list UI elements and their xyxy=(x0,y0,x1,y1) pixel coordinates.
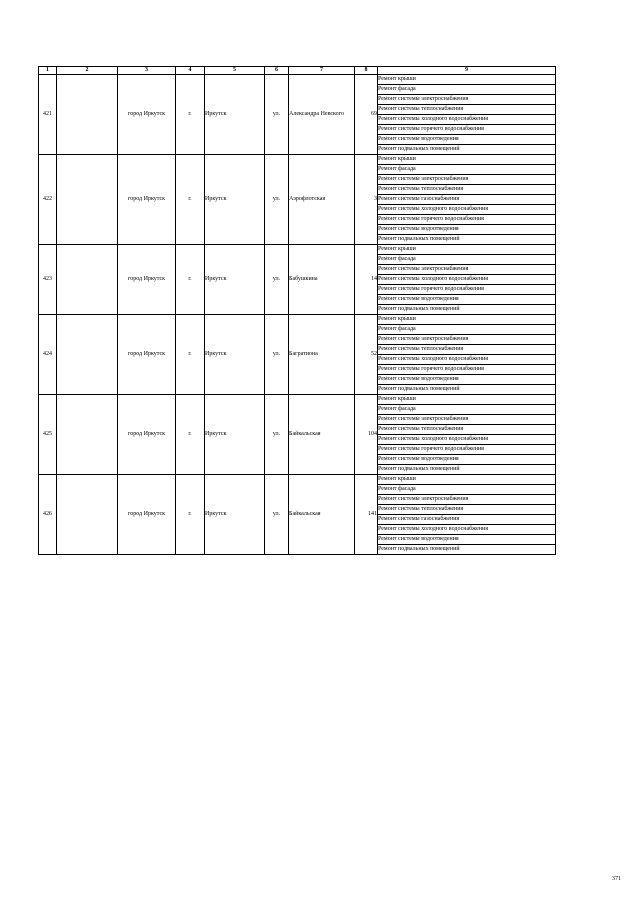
row-number: 424 xyxy=(39,315,57,395)
house-number-cell: 141 xyxy=(355,475,378,555)
work-item-cell: Ремонт системы электроснабжения xyxy=(378,95,556,105)
house-number-cell: 104 xyxy=(355,395,378,475)
row-number: 423 xyxy=(39,245,57,315)
work-item-cell: Ремонт системы горячего водоснабжения xyxy=(378,215,556,225)
settlement-cell: Иркутск xyxy=(205,155,265,245)
work-item-cell: Ремонт крыши xyxy=(378,155,556,165)
work-item-cell: Ремонт системы газоснабжения xyxy=(378,515,556,525)
header-cell: 1 xyxy=(39,67,57,75)
work-item-cell: Ремонт системы газоснабжения xyxy=(378,195,556,205)
work-item-cell: Ремонт крыши xyxy=(378,75,556,85)
work-item-cell: Ремонт подвальных помещений xyxy=(378,145,556,155)
settlement-cell: Иркутск xyxy=(205,315,265,395)
work-item-cell: Ремонт системы теплоснабжения xyxy=(378,505,556,515)
street-cell: Багратиона xyxy=(289,315,355,395)
header-cell: 8 xyxy=(355,67,378,75)
municipality-cell: город Иркутск xyxy=(118,155,176,245)
table-row xyxy=(39,245,556,255)
municipality-cell: город Иркутск xyxy=(118,245,176,315)
header-cell: 5 xyxy=(205,67,265,75)
settlement-type-cell: г. xyxy=(176,245,205,315)
work-item-cell: Ремонт системы горячего водоснабжения xyxy=(378,365,556,375)
settlement-type-cell: г. xyxy=(176,155,205,245)
row-number: 425 xyxy=(39,395,57,475)
work-item-cell: Ремонт системы теплоснабжения xyxy=(378,425,556,435)
work-item-cell: Ремонт системы электроснабжения xyxy=(378,265,556,275)
empty-cell xyxy=(57,475,118,555)
work-item-cell: Ремонт фасада xyxy=(378,165,556,175)
street-cell: Байкальская xyxy=(289,475,355,555)
house-number-cell: 14 xyxy=(355,245,378,315)
header-cell: 4 xyxy=(176,67,205,75)
work-item-cell: Ремонт системы холодного водоснабжения xyxy=(378,435,556,445)
row-number: 422 xyxy=(39,155,57,245)
municipality-cell: город Иркутск xyxy=(118,75,176,155)
empty-cell xyxy=(57,315,118,395)
row-number: 421 xyxy=(39,75,57,155)
settlement-cell: Иркутск xyxy=(205,395,265,475)
work-item-cell: Ремонт системы электроснабжения xyxy=(378,495,556,505)
work-item-cell: Ремонт системы горячего водоснабжения xyxy=(378,445,556,455)
work-item-cell: Ремонт системы теплоснабжения xyxy=(378,185,556,195)
work-item-cell: Ремонт системы горячего водоснабжения xyxy=(378,125,556,135)
work-item-cell: Ремонт системы водоотведения xyxy=(378,535,556,545)
street-cell: Александра Невского xyxy=(289,75,355,155)
work-item-cell: Ремонт фасада xyxy=(378,255,556,265)
header-cell: 7 xyxy=(289,67,355,75)
street-cell: Байкальская xyxy=(289,395,355,475)
table-row xyxy=(39,475,556,485)
work-item-cell: Ремонт системы холодного водоснабжения xyxy=(378,205,556,215)
work-item-cell: Ремонт системы водоотведения xyxy=(378,375,556,385)
municipality-cell: город Иркутск xyxy=(118,315,176,395)
work-item-cell: Ремонт фасада xyxy=(378,485,556,495)
settlement-type-cell: г. xyxy=(176,395,205,475)
table-row xyxy=(39,155,556,165)
header-cell: 2 xyxy=(57,67,118,75)
table-row xyxy=(39,75,556,85)
empty-cell xyxy=(57,155,118,245)
house-number-cell: 52 xyxy=(355,315,378,395)
work-item-cell: Ремонт крыши xyxy=(378,395,556,405)
settlement-cell: Иркутск xyxy=(205,245,265,315)
work-item-cell: Ремонт системы горячего водоснабжения xyxy=(378,285,556,295)
work-item-cell: Ремонт системы водоотведения xyxy=(378,225,556,235)
municipality-cell: город Иркутск xyxy=(118,475,176,555)
street-type-cell: ул. xyxy=(265,245,289,315)
work-item-cell: Ремонт системы теплоснабжения xyxy=(378,345,556,355)
street-type-cell: ул. xyxy=(265,475,289,555)
street-type-cell: ул. xyxy=(265,155,289,245)
work-item-cell: Ремонт системы теплоснабжения xyxy=(378,105,556,115)
work-item-cell: Ремонт фасада xyxy=(378,405,556,415)
empty-cell xyxy=(57,245,118,315)
table-row xyxy=(39,315,556,325)
house-number-cell: 3 xyxy=(355,155,378,245)
empty-cell xyxy=(57,75,118,155)
work-item-cell: Ремонт крыши xyxy=(378,315,556,325)
work-item-cell: Ремонт фасада xyxy=(378,325,556,335)
work-item-cell: Ремонт подвальных помещений xyxy=(378,305,556,315)
row-number: 426 xyxy=(39,475,57,555)
work-item-cell: Ремонт системы электроснабжения xyxy=(378,175,556,185)
work-item-cell: Ремонт подвальных помещений xyxy=(378,545,556,555)
settlement-type-cell: г. xyxy=(176,315,205,395)
work-item-cell: Ремонт системы водоотведения xyxy=(378,135,556,145)
header-row xyxy=(39,67,556,75)
work-item-cell: Ремонт подвальных помещений xyxy=(378,385,556,395)
settlement-cell: Иркутск xyxy=(205,75,265,155)
street-type-cell: ул. xyxy=(265,315,289,395)
street-type-cell: ул. xyxy=(265,75,289,155)
page-number: 371 xyxy=(612,876,621,882)
street-cell: Бабушкина xyxy=(289,245,355,315)
house-number-cell: 69 xyxy=(355,75,378,155)
work-item-cell: Ремонт крыши xyxy=(378,245,556,255)
table-row xyxy=(39,395,556,405)
repair-schedule-table xyxy=(38,66,556,555)
work-item-cell: Ремонт системы электроснабжения xyxy=(378,415,556,425)
work-item-cell: Ремонт системы холодного водоснабжения xyxy=(378,525,556,535)
table-body xyxy=(39,75,556,555)
header-cell: 6 xyxy=(265,67,289,75)
work-item-cell: Ремонт крыши xyxy=(378,475,556,485)
work-item-cell: Ремонт системы холодного водоснабжения xyxy=(378,115,556,125)
work-item-cell: Ремонт системы холодного водоснабжения xyxy=(378,355,556,365)
settlement-cell: Иркутск xyxy=(205,475,265,555)
work-item-cell: Ремонт системы водоотведения xyxy=(378,455,556,465)
header-cell: 3 xyxy=(118,67,176,75)
municipality-cell: город Иркутск xyxy=(118,395,176,475)
work-item-cell: Ремонт фасада xyxy=(378,85,556,95)
work-item-cell: Ремонт подвальных помещений xyxy=(378,235,556,245)
street-cell: Аэрофлотская xyxy=(289,155,355,245)
work-item-cell: Ремонт системы холодного водоснабжения xyxy=(378,275,556,285)
work-item-cell: Ремонт системы водоотведения xyxy=(378,295,556,305)
work-item-cell: Ремонт системы электроснабжения xyxy=(378,335,556,345)
street-type-cell: ул. xyxy=(265,395,289,475)
settlement-type-cell: г. xyxy=(176,475,205,555)
header-cell: 9 xyxy=(378,67,556,75)
empty-cell xyxy=(57,395,118,475)
work-item-cell: Ремонт подвальных помещений xyxy=(378,465,556,475)
settlement-type-cell: г. xyxy=(176,75,205,155)
